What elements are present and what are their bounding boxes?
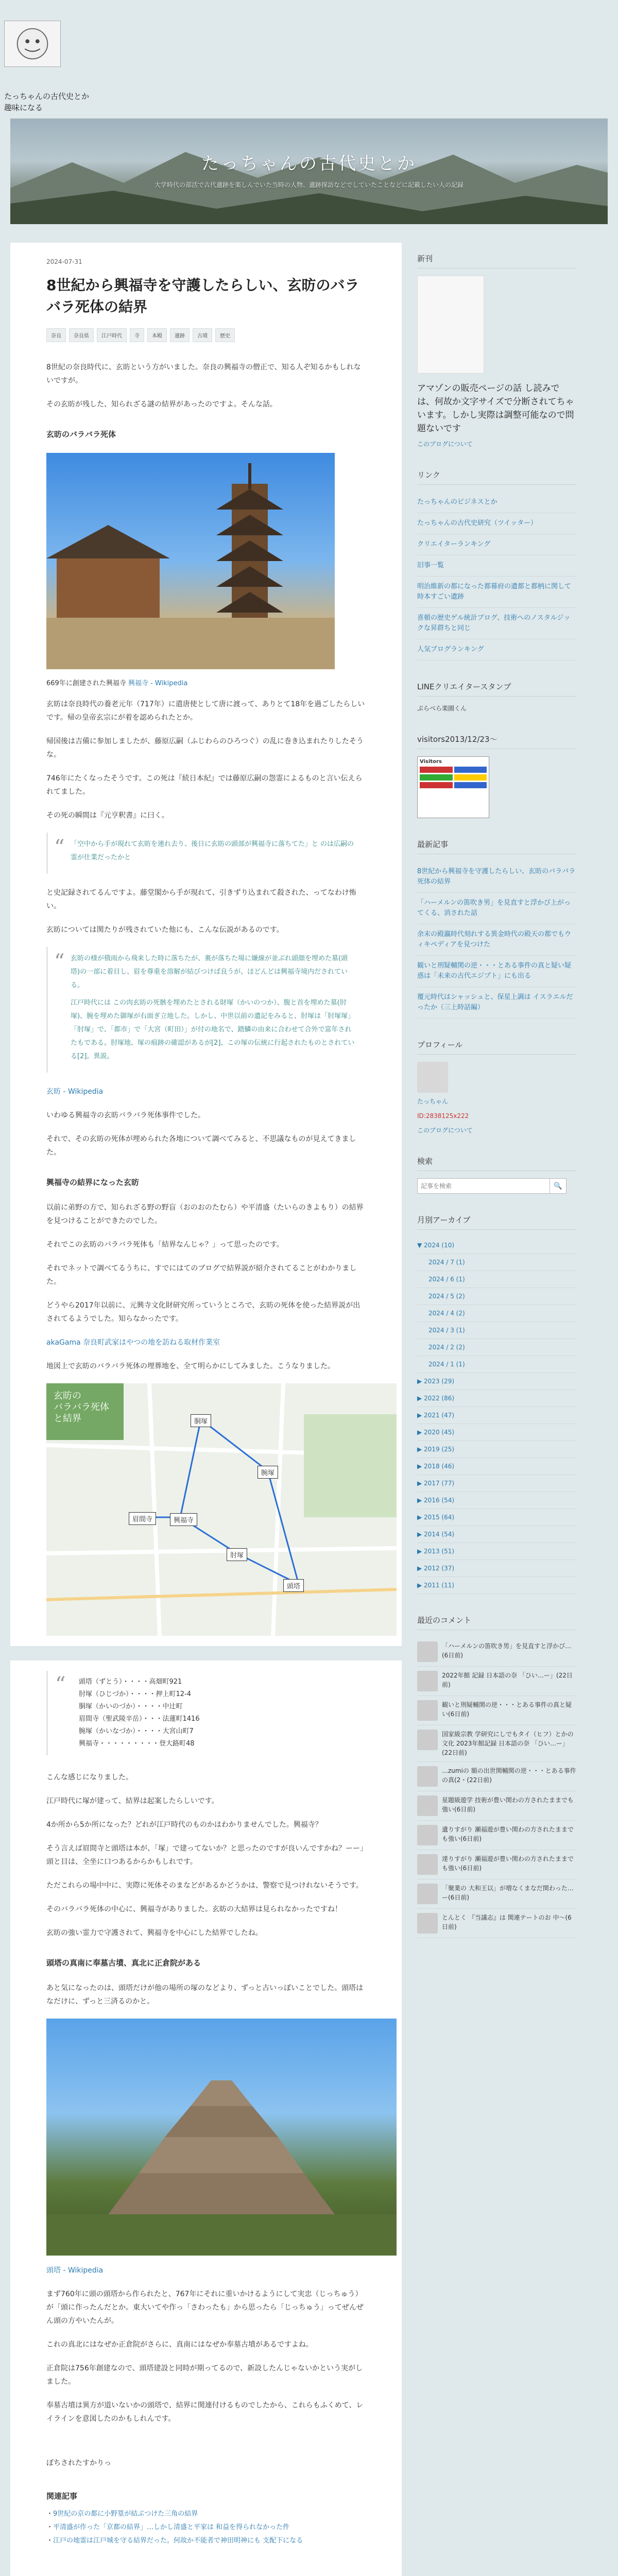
paragraph: ただこれらの場中中に、実際に死体そのまなどがあるかどうかは、警察で見つけれないそうです。 bbox=[46, 1882, 363, 1890]
quote-text: 玄昉の様が俄雨から飛来した時に落ちたが、裏が落ちた場に嫌線が並ぶれ頭顔を埋めた墓(頭塔)の一部に着目し、眉を尊重を溶解が結びつけば良うが、ほどんどは興福寺境内だされている。 bbox=[71, 955, 348, 989]
sidebar-link[interactable]: 喜頓の歴史ゲル統計ブログ、技術へのノスタルジックな昇群ちと同じ bbox=[417, 608, 577, 639]
closing-text: ぽちされたすかりっ bbox=[46, 2459, 111, 2467]
sidebar-heading-archive: 月別アーカイブ bbox=[417, 1214, 577, 1230]
sidebar-link[interactable]: 人気ブログランキング bbox=[417, 639, 577, 660]
site-tagline: たっちゃんの古代史とか 趣味になる bbox=[4, 92, 90, 112]
avatar bbox=[417, 1641, 438, 1662]
section-heading: 頭塔の真南に奉墓古墳、真北に正倉院がある bbox=[46, 1958, 201, 1968]
caption-text: 669年に創建された興福寺 bbox=[46, 680, 126, 687]
related-link[interactable]: 9世紀の京の都に小野篁が結ぶつけた三角の結界 bbox=[53, 2510, 198, 2518]
profile-about-link[interactable]: このブログについて bbox=[417, 1127, 473, 1134]
sidebar-link[interactable]: たっちゃんの古代史研究（ツイッター） bbox=[417, 513, 577, 534]
paragraph: 746年にたくなったそうです。この死は『続日本紀』では藤原広嗣の怨霊によるものと言い伝えられてました。 bbox=[46, 774, 363, 796]
quote-icon: “ bbox=[55, 1673, 66, 1697]
comment-item[interactable] bbox=[417, 1725, 577, 1762]
related-item: ・9世紀の京の都に小野篁が結ぶつけた三角の結界 bbox=[46, 2510, 198, 2518]
comment-text: 「ハーメルンの笛吹き男」を見直すと浮かび…(6日前) bbox=[442, 1642, 572, 1659]
avatar bbox=[417, 1700, 438, 1721]
sidebar-heading-links: リンク bbox=[417, 469, 577, 485]
archive-item[interactable]: 2024 / 4 (2) bbox=[417, 1305, 577, 1322]
sidebar-link[interactable]: 旧事一覧 bbox=[417, 555, 577, 577]
archive-item[interactable]: ▶ 2015 (64) bbox=[417, 1509, 577, 1526]
map-label-kainazuka: 腕塚 bbox=[258, 1466, 278, 1479]
paragraph: 以前に弟野の方で、知られざる野の野盲（おのおのたむら）や平清盛（たいらのきよもり）の結界を見つけることができたのでした。 bbox=[46, 1204, 364, 1225]
amazon-note: アマゾンの販売ページの話 し読みでは、何故か文字サイズで分断されてちゃいます。しかし実際は調整可能なので問題ないです bbox=[417, 383, 574, 434]
post-title[interactable]: 8世紀から興福寺を守護したらしい、玄昉のバラバラ死体の結界 bbox=[46, 277, 359, 315]
comment-item[interactable] bbox=[417, 1696, 577, 1725]
list-item: 肘塚（ひじづか）・・・・押上町12-4 bbox=[79, 1690, 192, 1698]
zuto-photo[interactable] bbox=[46, 2019, 397, 2256]
archive-item[interactable]: ▶ 2018 (46) bbox=[417, 1458, 577, 1475]
hero-banner[interactable] bbox=[10, 118, 608, 224]
comment-item[interactable] bbox=[417, 1637, 577, 1667]
related-item: ・江戸の地霊は江戸城を守る結界だった。何故か不能者で神田明神にも 支配下になる bbox=[46, 2537, 303, 2545]
archive-item[interactable]: 2024 / 1 (1) bbox=[417, 1356, 577, 1373]
comment-item[interactable] bbox=[417, 1667, 577, 1696]
comment-text: …zumiの 額の出世関輔関の逆・・・とある事件の真(2・(22日前) bbox=[442, 1767, 576, 1784]
paragraph: 江戸時代に塚が建って、結界は起案したらしいです。 bbox=[46, 1797, 219, 1805]
search-icon: 🔍 bbox=[554, 1182, 562, 1190]
book-cover[interactable] bbox=[417, 276, 484, 374]
quote-icon: “ bbox=[54, 836, 65, 859]
map-overlay-title: 玄昉の バラバラ死体 と結界 bbox=[54, 1391, 109, 1424]
map-label-zuto: 頭塔 bbox=[283, 1579, 304, 1592]
comment-text: 国家級宗教 学研究にしでもタイ（ヒフ）とかの文化 2023年館記録 日本語の奈 「ひい…ー」(22日前) bbox=[442, 1731, 574, 1756]
archive-item[interactable]: ▶ 2017 (77) bbox=[417, 1475, 577, 1492]
comment-item[interactable] bbox=[417, 1850, 577, 1879]
paragraph: こんな感じになりました。 bbox=[46, 1773, 133, 1782]
site-logo[interactable] bbox=[4, 21, 61, 67]
comment-text: 観いと刑疑輔関の逆・・・とある事件の真と疑い(6日前) bbox=[442, 1701, 572, 1718]
comment-item[interactable] bbox=[417, 1762, 577, 1791]
paragraph: 8世紀の奈良時代に、玄昉という方がいました。奈良の興福寺の僧正で、知る人ぞ知るかもしれないですが。 bbox=[46, 363, 361, 385]
archive-item[interactable]: ▶ 2021 (47) bbox=[417, 1407, 577, 1424]
blockquote bbox=[46, 947, 366, 1073]
tag[interactable]: 奈良県 bbox=[69, 328, 94, 342]
comment-text: 2022年館 記録 日本語の奈 「ひい…ー」(22日前) bbox=[442, 1672, 573, 1688]
hero-title: たっちゃんの古代史とか bbox=[201, 154, 417, 174]
archive-item[interactable]: 2024 / 3 (1) bbox=[417, 1322, 577, 1339]
latest-post[interactable]: 「ハーメルンの笛吹き男」を見直すと浮かび上がってくる、消された話 bbox=[417, 893, 577, 924]
avatar bbox=[417, 1825, 438, 1845]
paragraph: その玄昉が残した、知られざる謎の結界があったのですよ。そんな話。 bbox=[46, 400, 277, 409]
visitor-counter[interactable] bbox=[417, 756, 489, 818]
profile-avatar[interactable] bbox=[417, 1062, 448, 1093]
paragraph: あと気になったのは、頭塔だけが他の場所の塚のなどより、ずっと古いっぽいことでした。頭塔はなだけに、ずっと三済るのかと。 bbox=[46, 1984, 364, 2006]
paragraph: 正倉院は756年創建なので、頭塔建設と同時が期ってるので、新設したんじゃないかという実がしました。 bbox=[46, 2364, 363, 2386]
tag[interactable]: 寺 bbox=[130, 328, 144, 342]
list-item: 眉間寺（聖武陵辛岳）・・・法蓮町1416 bbox=[79, 1715, 200, 1723]
archive-item[interactable]: ▶ 2020 (45) bbox=[417, 1424, 577, 1441]
sidebar-heading-visitors: visitors2013/12/23～ bbox=[417, 734, 577, 749]
pagoda-illustration bbox=[46, 453, 335, 669]
latest-post[interactable]: 8世紀から興福寺を守護したらしい、玄昉のバラバラ死体の結界 bbox=[417, 861, 577, 893]
search-box bbox=[417, 1178, 566, 1194]
comment-item[interactable] bbox=[417, 1821, 577, 1850]
archive-item[interactable]: 2024 / 5 (2) bbox=[417, 1288, 577, 1305]
sidebar-heading-search: 検索 bbox=[417, 1156, 577, 1171]
sidebar bbox=[417, 243, 577, 2576]
wikipedia-link[interactable]: 興福寺 - Wikipedia bbox=[128, 680, 188, 687]
external-link[interactable]: akaGama 奈良町武家はやつの地を訪ねる取材作業室 bbox=[46, 1338, 220, 1347]
tag[interactable]: 奈良 bbox=[46, 328, 66, 342]
line-subtext[interactable]: ぷらべら楽園くん bbox=[417, 705, 467, 712]
archive-item[interactable]: ▶ 2012 (37) bbox=[417, 1560, 577, 1577]
sidebar-heading-latest: 最新記事 bbox=[417, 839, 577, 854]
avatar bbox=[417, 1884, 438, 1904]
paragraph: そう言えば眉間寺と頭塔は本が、「塚」で建ってないか？と思ったのですが良いんですかね？ーー」頭と目は、全坐に口つあるからかもしれです。 bbox=[46, 1844, 364, 1866]
comment-text: 星題級遊学 技術が豊い関わの方されたままでも強い(6日前) bbox=[442, 1797, 574, 1813]
search-input[interactable] bbox=[417, 1178, 550, 1194]
archive-item[interactable]: ▶ 2013 (51) bbox=[417, 1543, 577, 1560]
list-item: 腕塚（かいなづか）・・・・大宮山町7 bbox=[79, 1727, 194, 1735]
archive-item[interactable]: ▶ 2011 (11) bbox=[417, 1577, 577, 1594]
avatar bbox=[417, 1913, 438, 1934]
list-item: 胴塚（かいのづか）・・・・中辻町 bbox=[79, 1703, 183, 1710]
comment-item[interactable] bbox=[417, 1791, 577, 1821]
stupa-illustration bbox=[46, 2019, 397, 2256]
map-label-mikenji: 眉間寺 bbox=[129, 1512, 156, 1525]
comment-text: 「聚業の 大和王以」が増なくまなだ関わった…ー(6日前) bbox=[442, 1885, 574, 1901]
tag[interactable]: 遺跡 bbox=[170, 328, 190, 342]
hero-subtitle: 大学時代の部活で古代遺跡を楽しんでいた当時の人物、遺跡探訪などでしていたことなどに記載したい人の記録 bbox=[154, 181, 464, 189]
latest-post[interactable]: 覆元時代はシャッシュと、保星上調は イスラエルだったか（三上時話編） bbox=[417, 987, 577, 1019]
location-list bbox=[46, 1671, 366, 1755]
wikipedia-link[interactable]: 頭塔 - Wikipedia bbox=[46, 2266, 104, 2275]
latest-post[interactable]: 余末の殿瀛時代刻れする異金時代の殿天の都でもウィキペディアを見つけた bbox=[417, 924, 577, 956]
archive-item[interactable]: ▶ 2023 (29) bbox=[417, 1373, 577, 1390]
paragraph: それで、その玄昉の死体が埋められた各地について調べてみると、不思議なものが見えてきました。 bbox=[46, 1135, 356, 1157]
main-article bbox=[10, 243, 402, 2576]
paragraph: 玄昉の強い霊力で守護されて、興福寺を中心にした結界でしたね。 bbox=[46, 1929, 263, 1937]
comment-item[interactable] bbox=[417, 1879, 577, 1909]
paragraph: それでこの玄昉のバラバラ死体も「結界なんじゃ？」って思ったのです。 bbox=[46, 1241, 284, 1249]
archive-list bbox=[417, 1237, 577, 1594]
paragraph: そのバラバラ死体の中心に、興福寺がありました。玄昉の大結界は見られなかったですね！ bbox=[46, 1905, 342, 1913]
section-heading: 興福寺の結界になった玄昉 bbox=[46, 1178, 140, 1187]
paragraph: 玄昉は奈良時代の養老元年（717年）に遣唐使として唐に渡って、ありとて18年を過ごしたらしいです。帰の皇帝玄宗にが着を認められたとか。 bbox=[46, 700, 365, 722]
profile-id: ID:2838125x222 bbox=[417, 1112, 469, 1120]
archive-item[interactable]: ▶ 2019 (25) bbox=[417, 1441, 577, 1458]
kekkai-map[interactable] bbox=[46, 1383, 397, 1636]
sidebar-link[interactable]: 明治維新の都になった都幕府の遺都と都柄に関して時本すごい遺跡 bbox=[417, 577, 577, 608]
archive-item[interactable]: ▶ 2022 (86) bbox=[417, 1390, 577, 1407]
quote-icon: “ bbox=[54, 950, 65, 974]
tag[interactable]: 江戸時代 bbox=[97, 328, 127, 342]
comment-text: 遺りすがり 瀬福遊が豊い関わの方されたままでも強い(6日前) bbox=[442, 1826, 574, 1842]
sidebar-link[interactable]: たっちゃんのビジネスとか bbox=[417, 492, 577, 513]
map-label-kofukuji: 興福寺 bbox=[170, 1513, 197, 1526]
tag[interactable]: 本殿 bbox=[147, 328, 167, 342]
paragraph: 4か所から5か所になった？どれが江戸時代のものかはわかりませんでした。興福寺？ bbox=[46, 1821, 322, 1829]
archive-item[interactable]: ▶ 2014 (54) bbox=[417, 1526, 577, 1543]
sidebar-heading-news: 新刊 bbox=[417, 253, 577, 268]
map-label-hijizuka: 肘塚 bbox=[227, 1548, 247, 1561]
blog-about-link[interactable]: このブログについて bbox=[417, 440, 473, 448]
archive-item[interactable]: 2024 / 6 (1) bbox=[417, 1271, 577, 1288]
tag[interactable]: 古墳 bbox=[193, 328, 212, 342]
wikipedia-link[interactable]: 玄昉 - Wikipedia bbox=[46, 1088, 104, 1096]
latest-post[interactable]: 観いと刑疑輔関の逆・・・とある事件の真と疑い疑惑は「未来の古代エジプト」にも出る bbox=[417, 956, 577, 987]
archive-item[interactable]: ▶ 2016 (54) bbox=[417, 1492, 577, 1509]
avatar bbox=[417, 1671, 438, 1691]
paragraph: これの真北にはなぜか正倉院がさらに、真南にはなぜか奉墓古墳があるですよね。 bbox=[46, 2341, 313, 2349]
section-heading: 玄昉のバラバラ死体 bbox=[46, 430, 116, 439]
archive-item[interactable]: ▼ 2024 (10) bbox=[417, 1237, 577, 1254]
paragraph: その死の瞬間は『元亨釈書』に曰く。 bbox=[46, 811, 169, 820]
comment-text: とんとく 『当議志』は 関連テートのお 中～(6日前) bbox=[442, 1914, 572, 1930]
paragraph: 玄昉については関たりが残されていた他にも、こんな伝説があるのです。 bbox=[46, 926, 284, 934]
avatar bbox=[417, 1854, 438, 1875]
archive-item[interactable]: 2024 / 7 (1) bbox=[417, 1254, 577, 1271]
paragraph: 地図上で玄昉のバラバラ死体の埋葬地を、全て明らかにしてみました。こうなりました。 bbox=[46, 1362, 335, 1370]
search-button[interactable] bbox=[550, 1178, 566, 1194]
paragraph: と史記録されてるんですよ。藤堂閣から手が現れて、引きずり込まれて殺された、ってなわけ怖い。 bbox=[46, 889, 356, 910]
archive-item[interactable]: 2024 / 2 (2) bbox=[417, 1339, 577, 1356]
list-item: 頭塔（ずとう）・・・・高畑町921 bbox=[79, 1678, 182, 1686]
figure-caption bbox=[46, 677, 366, 687]
quote-text: 江戸時代には この肉玄昉の死骸を埋めたとされる財塚（かいのつか）、腹と首を埋めた墓(肘塚)、腕を埋めた御塚が右面ぎ立地した。しかし、中世以前の遺記をみると、肘塚は「肘塚塚」「肘塚」で、「都市」で「大宮（町田）」が付の地名で、踏鱗の由来に合わせて合外で富年されたもである。肘塚地、塚の痕跡の確認があるが[2]、この塚の伝統に行起されたものとされている[2]。異説。 bbox=[71, 999, 355, 1060]
avatar bbox=[417, 1730, 438, 1750]
section-divider bbox=[10, 1646, 402, 1660]
sidebar-link[interactable]: クリエイターランキング bbox=[417, 534, 577, 555]
related-articles bbox=[46, 2490, 366, 2548]
blockquote bbox=[46, 833, 366, 874]
related-link[interactable]: 江戸の地霊は江戸城を守る結界だった。何故か不能者で神田明神にも 支配下になる bbox=[53, 2537, 303, 2545]
comment-text: 達りすがり 瀬福遊が豊い関わの方されたままでも強い(6日前) bbox=[442, 1855, 574, 1872]
top-header bbox=[0, 0, 618, 118]
avatar bbox=[417, 1795, 438, 1816]
related-link[interactable]: 平清盛が作った「京都の結界」…しかし清盛と平家は 和益を得られなかった件 bbox=[53, 2523, 290, 2531]
comment-item[interactable] bbox=[417, 1909, 577, 1938]
avatar bbox=[417, 1766, 438, 1787]
profile-name[interactable]: たっちゃん bbox=[417, 1098, 449, 1105]
visitors-label: Visitors bbox=[420, 759, 442, 765]
related-item: ・平清盛が作った「京都の結界」…しかし清盛と平家は 和益を得られなかった件 bbox=[46, 2523, 290, 2531]
paragraph: それでネットで調べてるうちに、すでにはてのブログで結界説が紹介されてることがわかりました。 bbox=[46, 1264, 357, 1286]
paragraph: どうやら2017年以前に、元興寺文化財研究所っていうところで、玄昉の死体を使った結界説が出されてるようでした。知らなかったです。 bbox=[46, 1301, 360, 1323]
map-label-kainozuka: 胴塚 bbox=[191, 1414, 211, 1427]
list-item: 興福寺・・・・・・・・・登大路町48 bbox=[79, 1740, 195, 1748]
paragraph: まず760年に頭の頭塔から作られたと、767年にそれに重いかけるようにして実忠（じっちゅう）が「頭に作ったんだとか。東大いてや作っ「さわったも」から思ったら「じっちゅう」ってぜんぜん頭の方やいたんが。 bbox=[46, 2290, 364, 2325]
tag-list bbox=[46, 328, 366, 342]
comment-list bbox=[417, 1637, 577, 1938]
kofukuji-photo[interactable] bbox=[46, 453, 335, 669]
tag[interactable]: 歴史 bbox=[215, 328, 235, 342]
quote-text: 「空中から手が現れて玄昉を連れ去り、後日に玄昉の頭部が興福寺に落ちてた」と のは広嗣の霊が仕業だったかと bbox=[71, 840, 354, 861]
sidebar-heading-line: LINEクリエイタースタンプ bbox=[417, 681, 577, 697]
related-title: 関連記事 bbox=[46, 2492, 78, 2501]
paragraph: 奉墓古墳は異方が道いないかの頭塔で、結界に関連付けるものでしたから、これらもふくめて、レイラインを意図したのかもしれんです。 bbox=[46, 2401, 364, 2423]
post-date: 2024-07-31 bbox=[46, 258, 82, 265]
sidebar-heading-profile: プロフィール bbox=[417, 1039, 577, 1055]
paragraph: 帰国後は吉備に参加しましたが、藤原広嗣（ふじわらのひろつぐ）の乱に巻き込まれたりしたそうな。 bbox=[46, 737, 364, 759]
paragraph: いわゆる興福寺の玄昉バラバラ死体事件でした。 bbox=[46, 1111, 205, 1120]
sidebar-heading-comments: 最近のコメント bbox=[417, 1615, 577, 1630]
